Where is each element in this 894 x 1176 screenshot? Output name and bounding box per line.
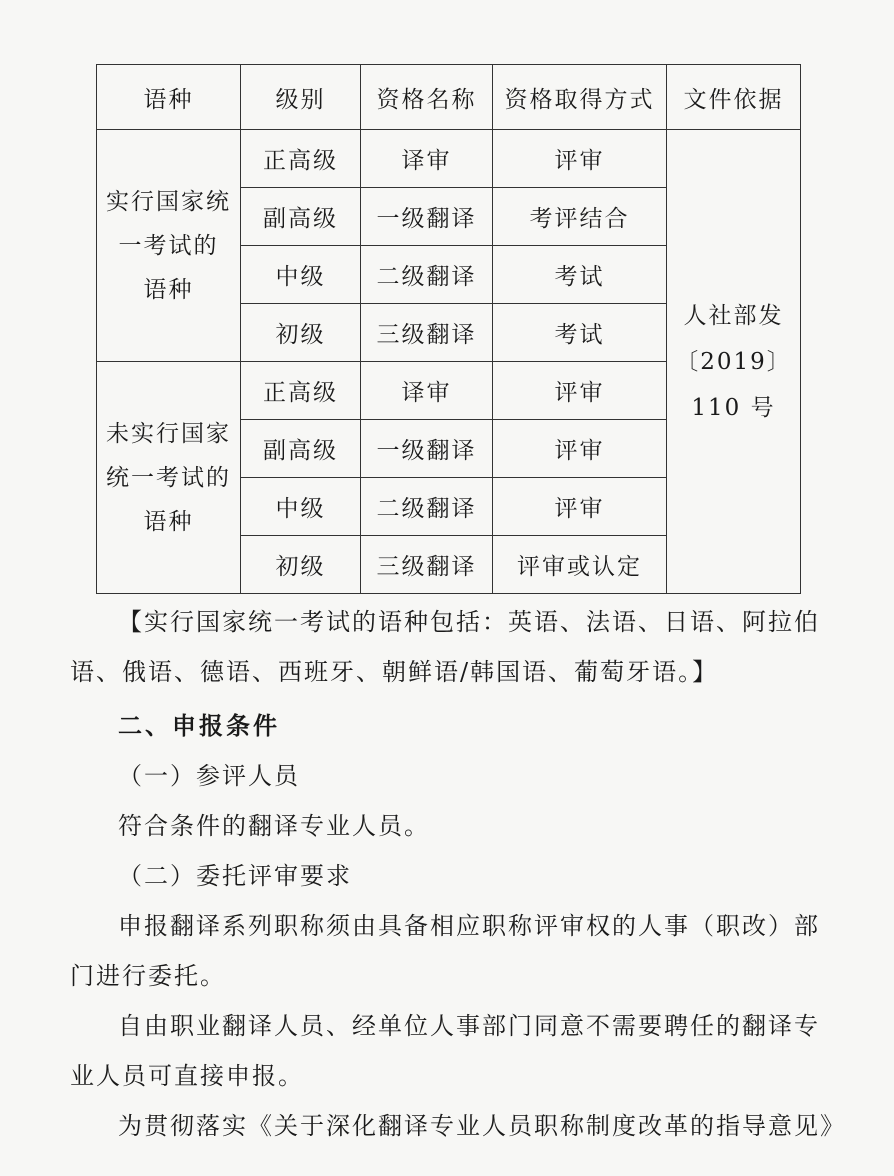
level-cell: 初级 [241,304,361,362]
header-qualification-name: 资格名称 [361,65,493,130]
language-line: 语种 [143,508,194,535]
table-row [97,130,801,188]
table-header-row [97,65,801,130]
level-cell: 正高级 [241,130,361,188]
acquisition-method-cell: 评审 [493,362,667,420]
note-line-1: 【实行国家统一考试的语种包括：英语、法语、日语、阿拉伯 [118,608,820,636]
subsection-heading-1: （一）参评人员 [118,762,300,790]
header-document-basis: 文件依据 [667,65,801,130]
subsection-text-1: 符合条件的翻译专业人员。 [118,812,430,840]
basis-line: 〔2019〕 [675,348,792,375]
language-line: 语种 [143,276,194,303]
language-line: 一考试的 [118,232,219,259]
qualification-name-cell: 二级翻译 [361,478,493,536]
acquisition-method-cell: 评审 [493,130,667,188]
qualification-name-cell: 二级翻译 [361,246,493,304]
level-cell: 副高级 [241,188,361,246]
language-line: 实行国家统 [106,188,231,215]
acquisition-method-cell: 考评结合 [493,188,667,246]
subsection-heading-2: （二）委托评审要求 [118,862,352,890]
qualification-name-cell: 译审 [361,130,493,188]
acquisition-method-cell: 考试 [493,246,667,304]
acquisition-method-cell: 评审 [493,478,667,536]
section-heading: 二、申报条件 [118,712,280,740]
qualification-name-cell: 一级翻译 [361,188,493,246]
level-cell: 副高级 [241,420,361,478]
language-line: 未实行国家 [106,420,231,447]
paragraph-1-line-2: 门进行委托。 [70,962,226,990]
paragraph-2-line-2: 业人员可直接申报。 [70,1062,304,1090]
header-level: 级别 [241,65,361,130]
header-acquisition-method: 资格取得方式 [493,65,667,130]
qualification-table [96,64,801,594]
basis-line: 人社部发 [683,302,784,329]
acquisition-method-cell: 评审 [493,420,667,478]
qualification-name-cell: 三级翻译 [361,304,493,362]
document-basis-cell [667,130,801,594]
language-group-cell [97,130,241,362]
paragraph-3-line-1: 为贯彻落实《关于深化翻译专业人员职称制度改革的指导意见》 [118,1112,846,1140]
level-cell: 初级 [241,535,361,593]
basis-line: 110 号 [691,394,776,421]
level-cell: 正高级 [241,362,361,420]
note-line-2: 语、俄语、德语、西班牙、朝鲜语/韩国语、葡萄牙语。】 [70,658,719,686]
paragraph-1-line-1: 申报翻译系列职称须由具备相应职称评审权的人事（职改）部 [118,912,820,940]
level-cell: 中级 [241,246,361,304]
acquisition-method-cell: 考试 [493,304,667,362]
language-group-cell [97,362,241,594]
qualification-name-cell: 三级翻译 [361,535,493,593]
language-line: 统一考试的 [106,464,231,491]
qualification-name-cell: 一级翻译 [361,420,493,478]
paragraph-2-line-1: 自由职业翻译人员、经单位人事部门同意不需要聘任的翻译专 [118,1012,820,1040]
qualification-name-cell: 译审 [361,362,493,420]
level-cell: 中级 [241,478,361,536]
header-language: 语种 [97,65,241,130]
acquisition-method-cell: 评审或认定 [493,535,667,593]
